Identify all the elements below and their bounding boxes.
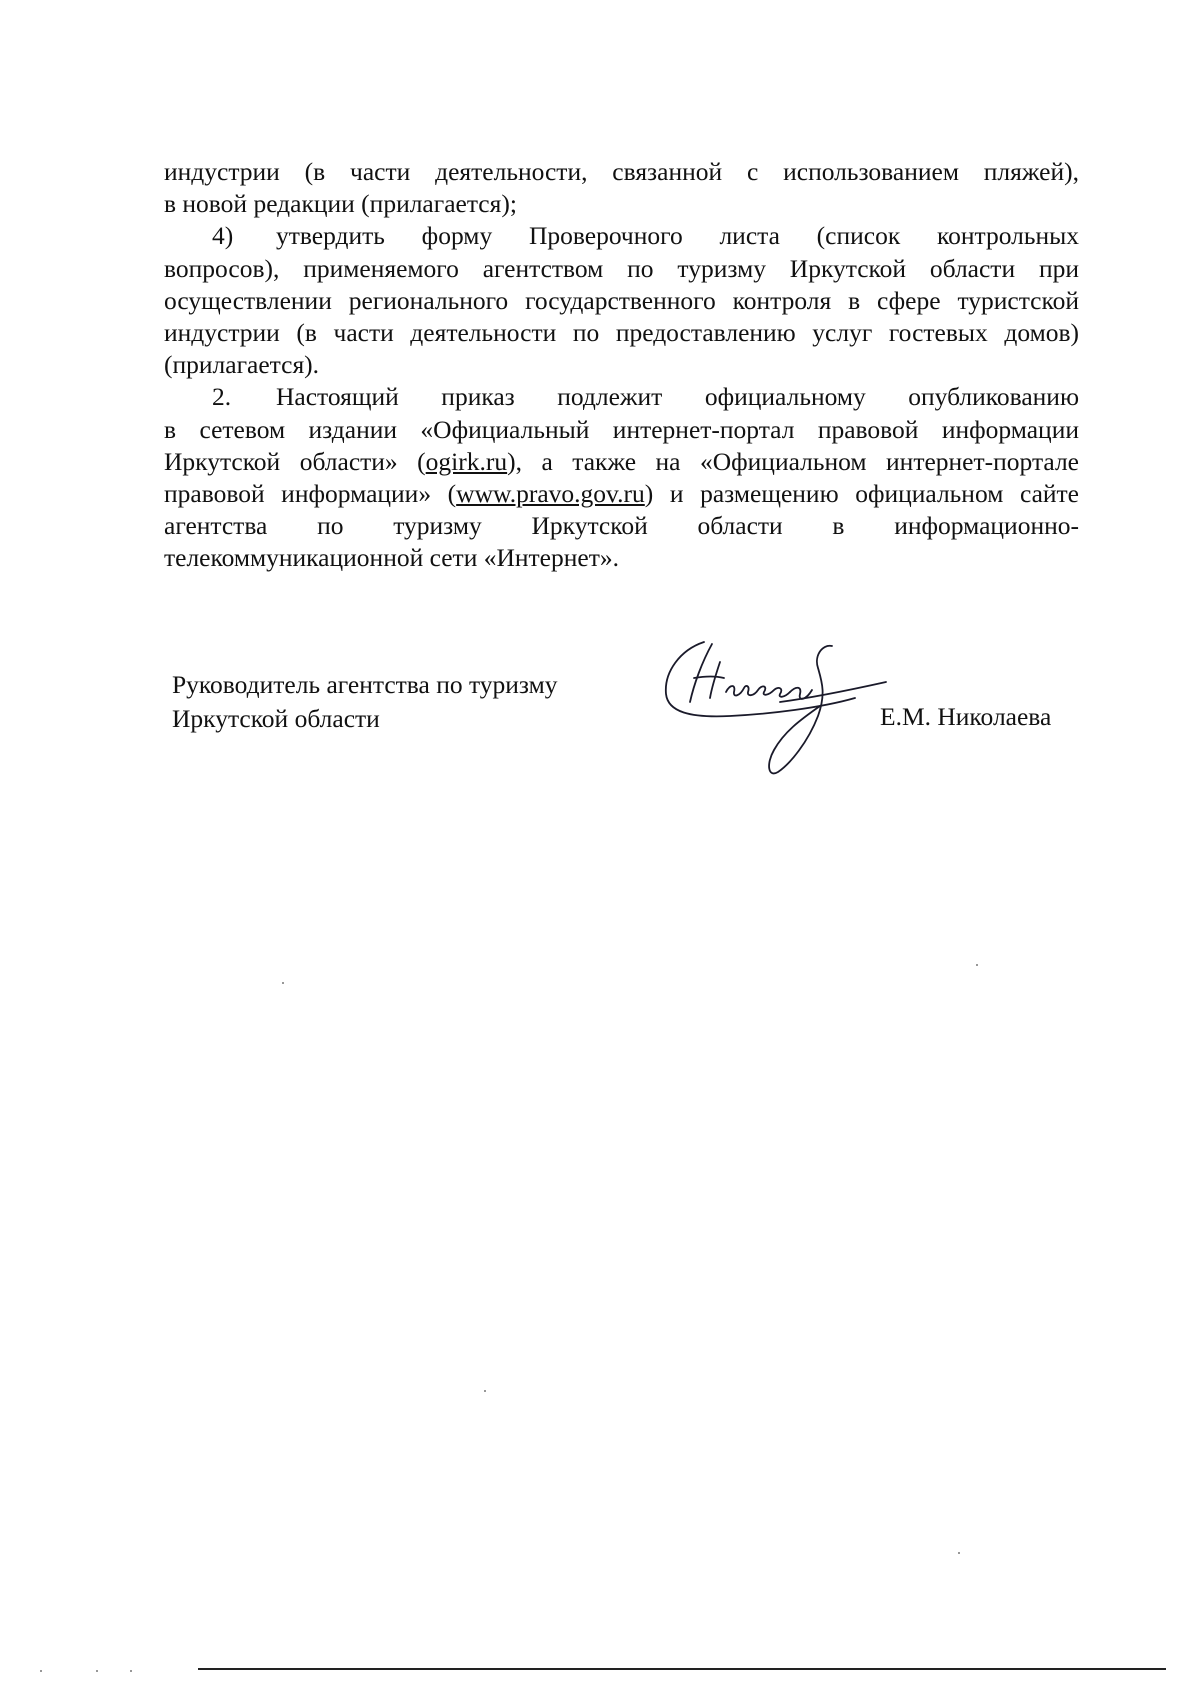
- scan-speck: [282, 982, 284, 984]
- paragraph-line: индустрии (в части деятельности, связанной с использованием пляжей),: [164, 157, 1079, 186]
- signatory-position: [172, 668, 558, 736]
- paragraph-line: [164, 478, 1079, 510]
- scan-speck: [958, 1552, 960, 1554]
- scan-speck: [40, 1670, 42, 1672]
- scan-speck: [96, 1670, 98, 1672]
- item-4-text: утвердить форму Проверочного листа (список контрольных: [276, 221, 1079, 251]
- item-2-text: Настоящий приказ подлежит официальному опубликованию: [276, 382, 1079, 412]
- item-2-number: 2.: [212, 382, 232, 412]
- paragraph-line: в новой редакции (прилагается);: [164, 189, 517, 219]
- signatory-position-line: Руководитель агентства по туризму: [172, 670, 558, 699]
- item-2-first-line: [164, 381, 1079, 413]
- scan-speck: [976, 964, 978, 966]
- text-fragment: правовой информации» (: [164, 479, 457, 509]
- signatory-position-line: Иркутской области: [172, 704, 380, 733]
- pravo-link[interactable]: www.pravo.gov.ru: [456, 479, 645, 509]
- paragraph-line: в сетевом издании «Официальный интернет-портал правовой информации: [164, 414, 1079, 444]
- document-body: [164, 156, 1079, 575]
- bottom-divider-line: [198, 1668, 1166, 1670]
- paragraph-line: (прилагается).: [164, 350, 320, 380]
- scan-speck: [130, 1670, 132, 1672]
- text-fragment: ), а также на «Официальном интернет-портале: [507, 446, 1079, 476]
- paragraph-line: индустрии (в части деятельности по предоставлению услуг гостевых домов): [164, 318, 1079, 348]
- paragraph-line: вопросов), применяемого агентством по туризму Иркутской области при: [164, 253, 1079, 283]
- text-fragment: Иркутской области» (: [164, 446, 426, 476]
- handwritten-signature: [650, 632, 890, 792]
- scan-speck: [484, 1390, 486, 1392]
- paragraph-line: осуществлении регионального государственного контроля в сфере туристской: [164, 285, 1079, 315]
- ogirk-link[interactable]: ogirk.ru: [425, 446, 508, 476]
- paragraph-line: телекоммуникационной сети «Интернет».: [164, 543, 619, 573]
- paragraph-line: агентства по туризму Иркутской области в информационно-: [164, 511, 1079, 541]
- paragraph-line: [164, 446, 1079, 478]
- text-fragment: ) и размещению официальном сайте: [644, 479, 1079, 509]
- signatory-name: Е.М. Николаева: [880, 702, 1052, 731]
- item-4-number: 4): [212, 221, 234, 251]
- item-4-first-line: [164, 220, 1079, 252]
